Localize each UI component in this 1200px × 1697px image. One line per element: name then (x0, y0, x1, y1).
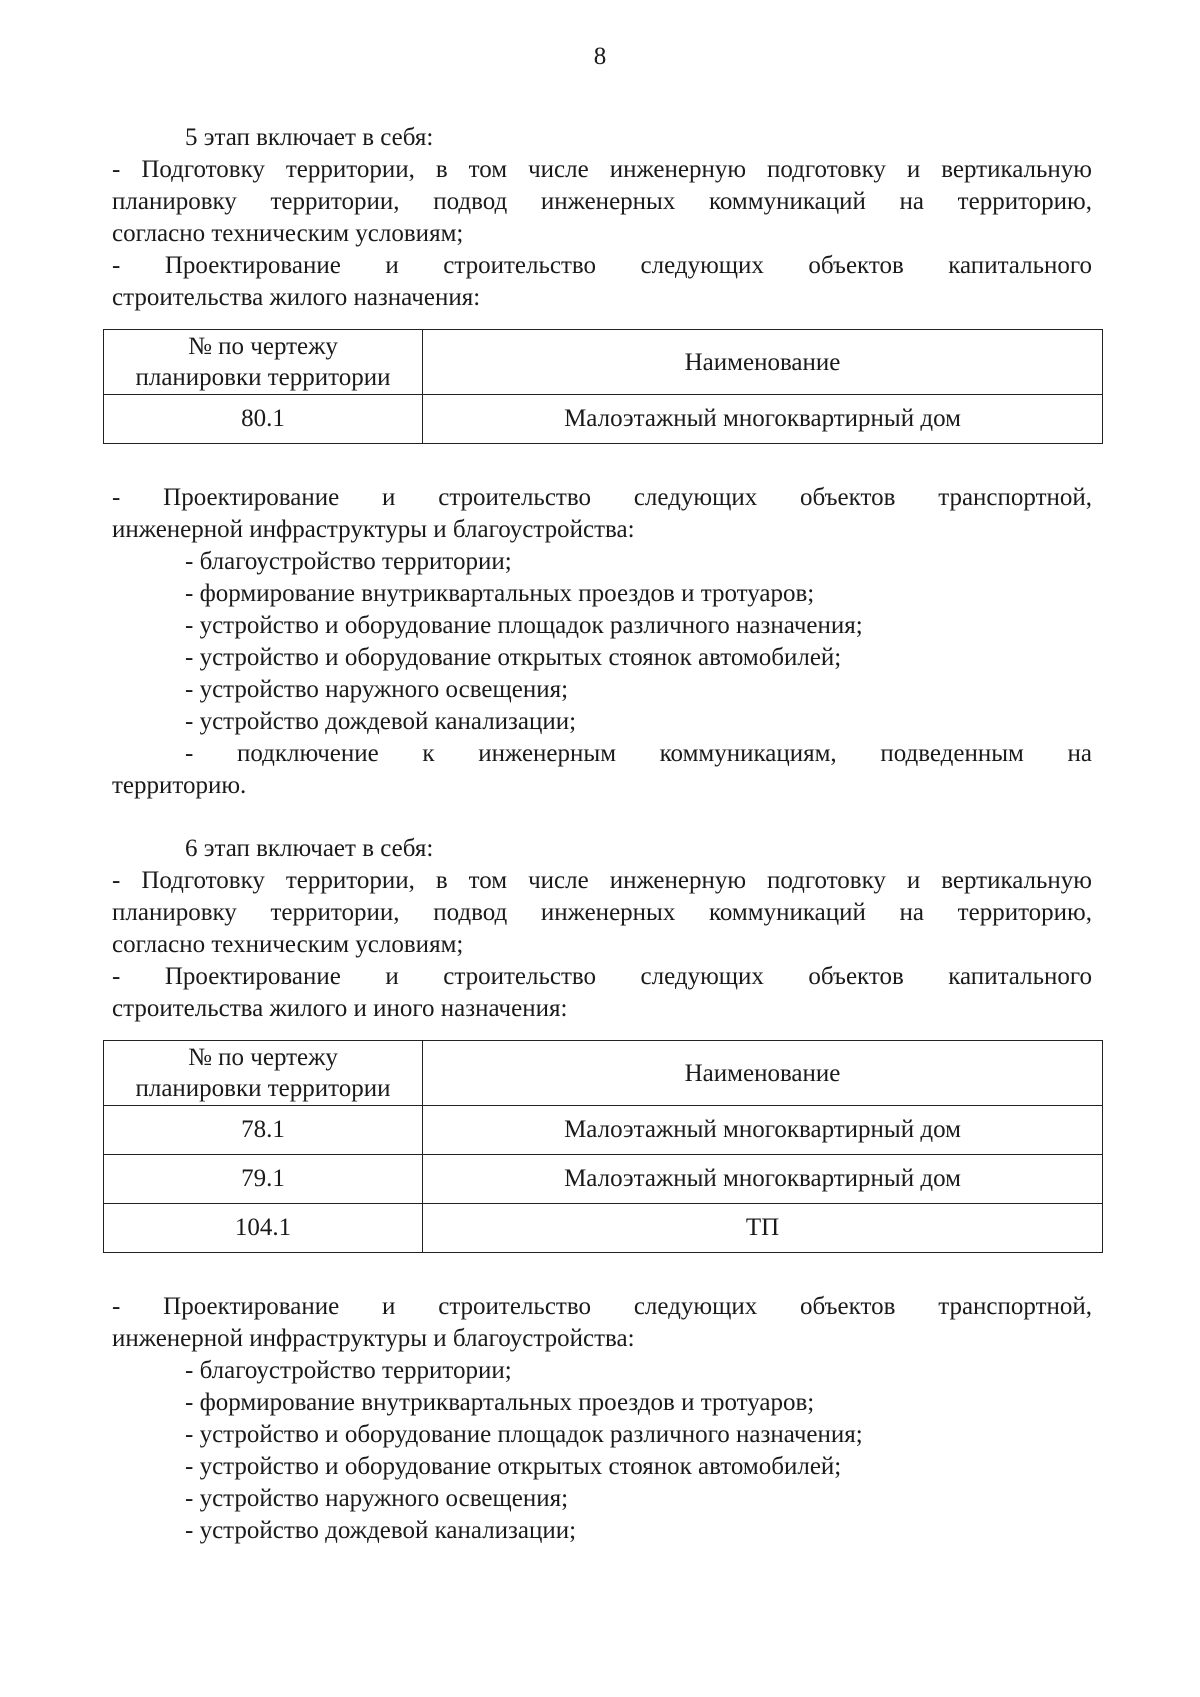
list-item: - формирование внутриквартальных проездов и тротуаров; (185, 1389, 815, 1416)
header-drawing-number-line-1: № по чертежу (188, 1044, 338, 1071)
stage-6-design-line-2: строительства жилого и иного назначения: (112, 995, 568, 1022)
row-name: Малоэтажный многоквартирный дом (423, 395, 1103, 444)
row-number: 78.1 (104, 1106, 423, 1155)
row-number: 79.1 (104, 1155, 423, 1204)
stage-5-objects-table (103, 329, 1103, 444)
table-row (104, 1106, 1103, 1155)
row-name: Малоэтажный многоквартирный дом (423, 1155, 1103, 1204)
table-header-row (104, 330, 1103, 395)
row-number: 80.1 (104, 395, 423, 444)
stage-6-infra-line-2: инженерной инфраструктуры и благоустройства: (112, 1325, 635, 1352)
stage-6-intro: 6 этап включает в себя: (185, 835, 434, 862)
list-item: - устройство наружного освещения; (185, 1485, 569, 1512)
stage-5-infra-line-2: инженерной инфраструктуры и благоустройства: (112, 516, 635, 543)
table-row (104, 1204, 1103, 1253)
stage-6-prep-line-1: - Подготовку территории, в том числе инженерную подготовку и вертикальную (112, 867, 1092, 894)
stage-5-section (112, 122, 1092, 802)
stage-5-prep-line-2: планировку территории, подвод инженерных коммуникаций на территорию, (112, 188, 1092, 215)
stage-6-prep-line-3: согласно техническим условиям; (112, 931, 464, 958)
document-body (112, 122, 1092, 1547)
stage-6-design-line-1: - Проектирование и строительство следующих объектов капитального (112, 963, 1092, 990)
list-item: - устройство и оборудование площадок различного назначения; (185, 1421, 863, 1448)
table-row (104, 1155, 1103, 1204)
stage-5-prep-line-1: - Подготовку территории, в том числе инженерную подготовку и вертикальную (112, 156, 1092, 183)
stage-5-design-line-2: строительства жилого назначения: (112, 284, 481, 311)
header-drawing-number (104, 1041, 423, 1106)
list-item: - формирование внутриквартальных проездов и тротуаров; (185, 580, 815, 607)
row-name: Малоэтажный многоквартирный дом (423, 1106, 1103, 1155)
header-name: Наименование (423, 330, 1103, 395)
list-item-connection-line-1: - подключение к инженерным коммуникациям, подведенным на (185, 740, 1092, 767)
page-number: 8 (593, 43, 607, 70)
list-item: - благоустройство территории; (185, 1357, 512, 1384)
list-item: - устройство дождевой канализации; (185, 1517, 577, 1544)
stage-5-infra-line-1: - Проектирование и строительство следующих объектов транспортной, (112, 484, 1092, 511)
list-item: - устройство и оборудование площадок различного назначения; (185, 612, 863, 639)
list-item: - благоустройство территории; (185, 548, 512, 575)
table-header-row (104, 1041, 1103, 1106)
stage-6-section (112, 833, 1092, 1547)
header-name: Наименование (423, 1041, 1103, 1106)
list-item-connection-line-2: территорию. (112, 772, 247, 799)
header-drawing-number (104, 330, 423, 395)
stage-6-infra-line-1: - Проектирование и строительство следующих объектов транспортной, (112, 1293, 1092, 1320)
stage-6-prep-line-2: планировку территории, подвод инженерных коммуникаций на территорию, (112, 899, 1092, 926)
header-drawing-number-line-2: планировки территории (135, 1075, 391, 1102)
stage-5-design-line-1: - Проектирование и строительство следующих объектов капитального (112, 252, 1092, 279)
row-number: 104.1 (104, 1204, 423, 1253)
stage-5-prep-line-3: согласно техническим условиям; (112, 220, 464, 247)
list-item: - устройство дождевой канализации; (185, 708, 577, 735)
header-drawing-number-line-2: планировки территории (135, 364, 391, 391)
stage-6-objects-table (103, 1040, 1103, 1253)
stage-5-intro: 5 этап включает в себя: (185, 124, 434, 151)
table-row (104, 395, 1103, 444)
list-item: - устройство наружного освещения; (185, 676, 569, 703)
list-item: - устройство и оборудование открытых стоянок автомобилей; (185, 1453, 842, 1480)
list-item: - устройство и оборудование открытых стоянок автомобилей; (185, 644, 842, 671)
header-drawing-number-line-1: № по чертежу (188, 333, 338, 360)
row-name: ТП (423, 1204, 1103, 1253)
